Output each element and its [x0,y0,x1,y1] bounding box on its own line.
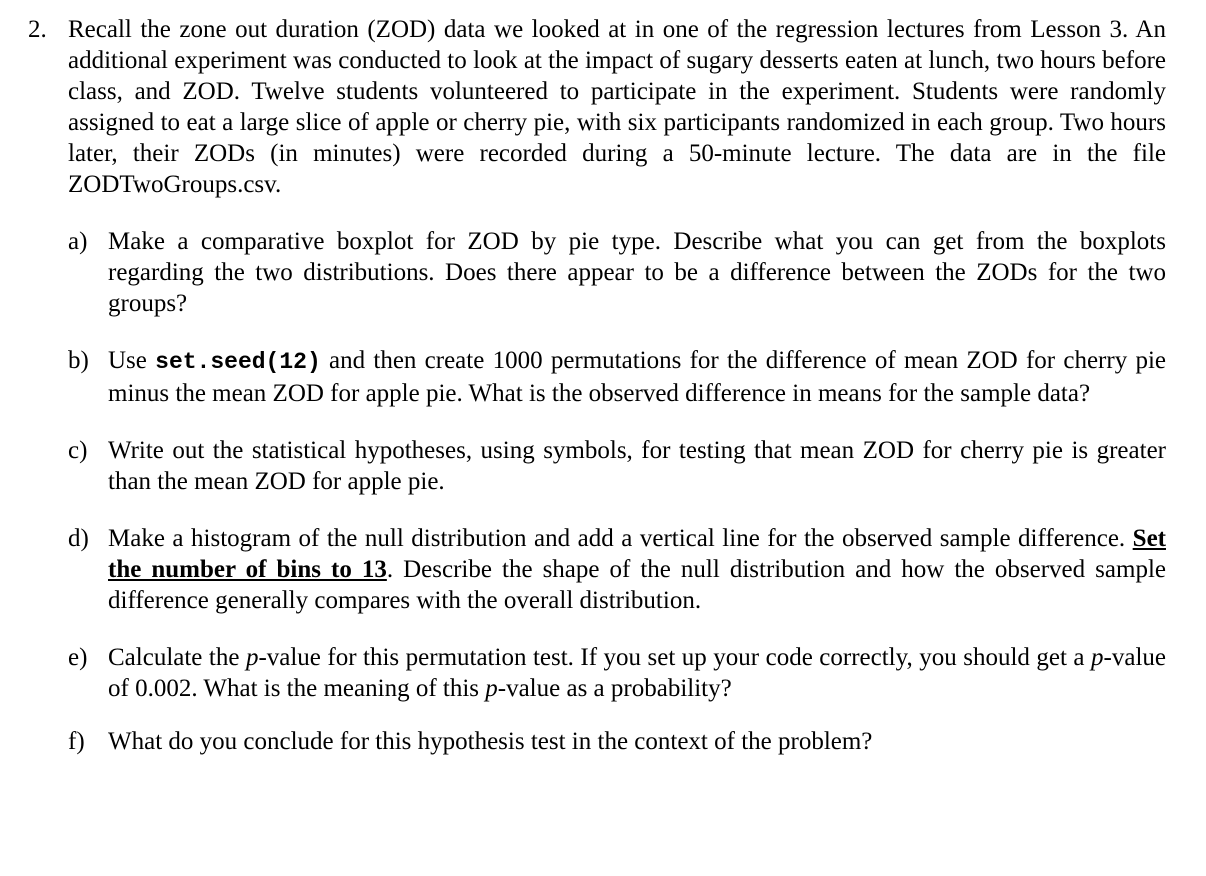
part-label: b) [68,347,89,374]
text-segment: -value of 0.002. What is the meaning of this [108,644,1166,702]
italic-p: p [1091,644,1104,671]
part-text [108,345,1166,409]
part-label: e) [68,644,88,671]
part-text [108,523,1166,616]
text-segment: . Describe the shape of the null distribution and how the observed sample difference generally compares with the overall distribution. [108,556,1166,614]
text-segment: Calculate the [108,644,246,671]
part-text [108,642,1166,704]
text-segment: Make a histogram of the null distribution and add a vertical line for the observed sample difference. [108,525,1133,552]
question-header [28,14,1166,200]
italic-p: p [485,675,498,702]
emphasis-text: Set the number of bins to 13 [108,525,1166,583]
text-segment: and then create 1000 permutations for the difference of mean ZOD for cherry pie minus the mean ZOD for apple pie. What is the observed difference in means for the sample data? [108,347,1167,407]
part-e [68,642,1166,704]
part-text: What do you conclude for this hypothesis test in the context of the problem? [108,728,873,755]
question-parts [68,226,1166,757]
part-a [68,226,1166,319]
part-label: d) [68,525,89,552]
question-number: 2. [28,16,47,43]
text-segment: Use [108,347,156,374]
text-segment: -value as a probability? [497,675,732,702]
part-d [68,523,1166,616]
part-c [68,435,1166,497]
question-text: Recall the zone out duration (ZOD) data we looked at in one of the regression lectures from Lesson 3. An additional experiment was conducted to look at the impact of sugary desserts eaten at lunch, two hours before class, and ZOD. Twelve students volunteered to participate in the experiment. Students were randomly assigned to eat a large slice of apple or cherry pie, with six participants randomized in each group. Two hours later, their ZODs (in minutes) were recorded during a 50-minute lecture. The data are in the file ZODTwoGroups.csv. [68,16,1166,198]
text-segment: -value for this permutation test. If you set up your code correctly, you should get a [258,644,1092,671]
part-text: Make a comparative boxplot for ZOD by pie type. Describe what you can get from the boxplots regarding the two distributions. Does there appear to be a difference between the ZODs for the two groups? [108,228,1166,317]
part-f [68,726,1166,757]
part-b [68,345,1166,409]
part-label: c) [68,437,88,464]
part-text: Write out the statistical hypotheses, using symbols, for testing that mean ZOD for cherry pie is greater than the mean ZOD for apple pie. [108,437,1166,495]
italic-p: p [245,644,259,671]
question-2 [28,14,1166,783]
code-snippet: set.seed(12) [155,349,321,375]
part-label: a) [68,228,88,255]
part-label: f) [68,728,85,755]
